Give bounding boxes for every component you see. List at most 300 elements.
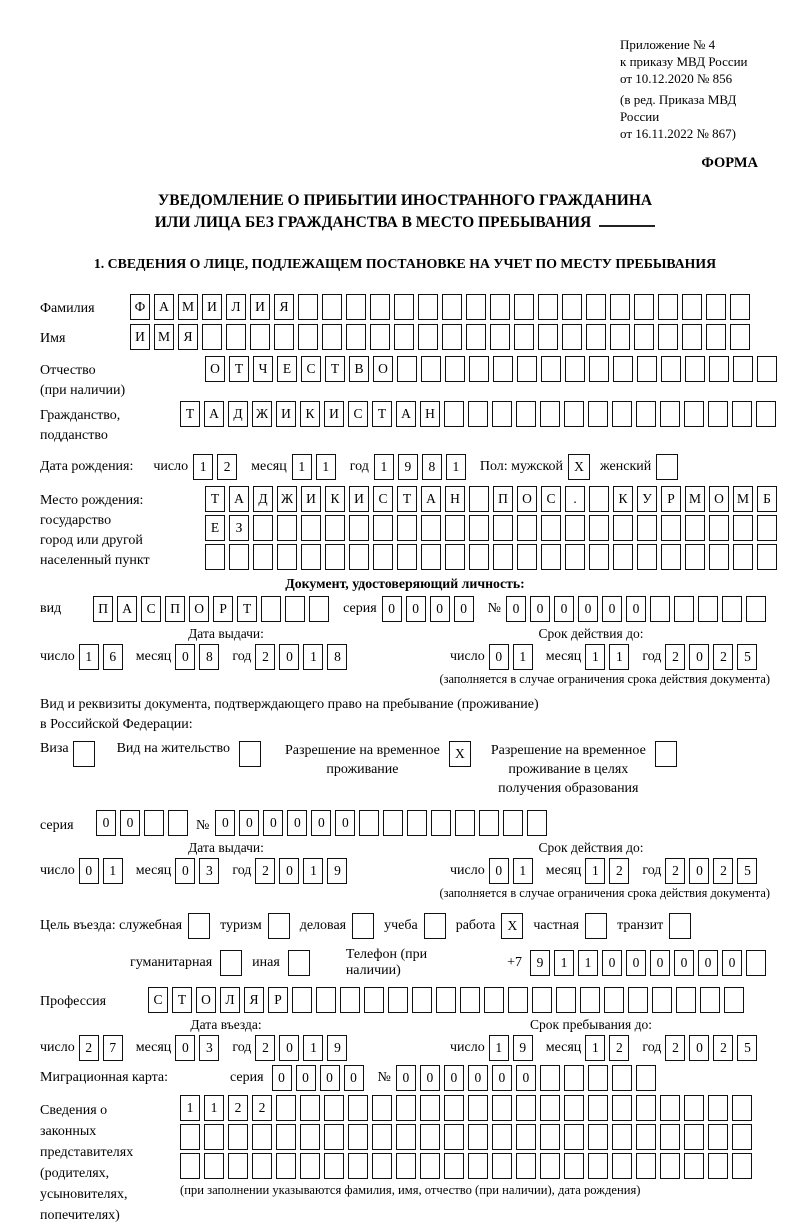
char-cell[interactable] [503,810,523,836]
char-cell[interactable] [661,544,681,570]
char-cell[interactable] [455,810,475,836]
char-cell[interactable] [394,324,414,350]
char-cell[interactable]: О [709,486,729,512]
char-cell[interactable]: 0 [420,1065,440,1091]
char-cell[interactable] [709,544,729,570]
char-cell[interactable] [396,1124,416,1150]
char-cell[interactable] [460,987,480,1013]
char-cell[interactable] [540,1095,560,1121]
char-cell[interactable]: 5 [737,1035,757,1061]
char-cell[interactable]: 0 [602,950,622,976]
char-cell[interactable] [372,1124,392,1150]
char-cell[interactable]: 0 [96,810,116,836]
char-cell[interactable]: И [349,486,369,512]
char-cell[interactable] [540,1065,560,1091]
char-cell[interactable] [527,810,547,836]
char-cell[interactable]: И [130,324,150,350]
char-cell[interactable] [732,1124,752,1150]
char-cell[interactable] [730,294,750,320]
char-cell[interactable] [674,596,694,622]
char-cell[interactable] [346,324,366,350]
char-cell[interactable]: 9 [327,1035,347,1061]
char-cell[interactable]: 2 [665,644,685,670]
char-cell[interactable]: 0 [506,596,526,622]
char-cell[interactable] [300,1095,320,1121]
char-cell[interactable]: 0 [530,596,550,622]
char-cell[interactable]: 0 [263,810,283,836]
char-cell[interactable]: 8 [199,644,219,670]
char-cell[interactable] [588,1095,608,1121]
char-cell[interactable]: И [250,294,270,320]
title-blank-line[interactable] [599,215,655,227]
char-cell[interactable]: 0 [296,1065,316,1091]
char-cell[interactable] [229,544,249,570]
char-cell[interactable] [636,401,656,427]
char-cell[interactable]: 0 [311,810,331,836]
char-cell[interactable] [316,987,336,1013]
char-cell[interactable]: 2 [665,858,685,884]
purpose-tourism-checkbox[interactable] [268,913,290,939]
char-cell[interactable]: 0 [489,644,509,670]
char-cell[interactable]: 1 [316,454,336,480]
char-cell[interactable] [324,1095,344,1121]
char-cell[interactable] [636,1065,656,1091]
char-cell[interactable] [412,987,432,1013]
char-cell[interactable] [396,1153,416,1179]
char-cell[interactable] [709,356,729,382]
char-cell[interactable]: Т [205,486,225,512]
char-cell[interactable] [684,1124,704,1150]
char-cell[interactable] [628,987,648,1013]
char-cell[interactable] [276,1153,296,1179]
char-cell[interactable]: У [637,486,657,512]
char-cell[interactable] [252,1153,272,1179]
char-cell[interactable] [468,1153,488,1179]
char-cell[interactable] [612,401,632,427]
char-cell[interactable] [359,810,379,836]
purpose-study-checkbox[interactable] [424,913,446,939]
char-cell[interactable] [684,1095,704,1121]
char-cell[interactable]: О [373,356,393,382]
char-cell[interactable] [637,544,657,570]
char-cell[interactable]: 0 [406,596,426,622]
char-cell[interactable] [370,324,390,350]
char-cell[interactable] [661,515,681,541]
char-cell[interactable] [202,324,222,350]
char-cell[interactable] [253,544,273,570]
char-cell[interactable] [516,401,536,427]
char-cell[interactable]: 0 [279,858,299,884]
char-cell[interactable] [732,1153,752,1179]
char-cell[interactable]: Ч [253,356,273,382]
char-cell[interactable]: 0 [689,644,709,670]
char-cell[interactable]: 2 [79,1035,99,1061]
char-cell[interactable]: 1 [554,950,574,976]
char-cell[interactable] [757,515,777,541]
char-cell[interactable]: О [196,987,216,1013]
char-cell[interactable]: Ж [277,486,297,512]
char-cell[interactable] [492,401,512,427]
char-cell[interactable]: С [301,356,321,382]
char-cell[interactable]: 0 [175,858,195,884]
char-cell[interactable]: 0 [344,1065,364,1091]
residence-permit-checkbox[interactable] [239,741,261,767]
char-cell[interactable] [757,356,777,382]
char-cell[interactable] [564,1095,584,1121]
char-cell[interactable] [340,987,360,1013]
char-cell[interactable] [493,515,513,541]
char-cell[interactable] [444,1153,464,1179]
char-cell[interactable] [144,810,164,836]
char-cell[interactable]: Т [180,401,200,427]
char-cell[interactable] [285,596,305,622]
char-cell[interactable]: 1 [446,454,466,480]
char-cell[interactable]: 2 [665,1035,685,1061]
char-cell[interactable] [532,987,552,1013]
char-cell[interactable] [612,1095,632,1121]
char-cell[interactable] [746,950,766,976]
char-cell[interactable] [756,401,776,427]
char-cell[interactable]: 0 [626,950,646,976]
char-cell[interactable] [562,294,582,320]
char-cell[interactable] [484,987,504,1013]
char-cell[interactable] [586,294,606,320]
char-cell[interactable] [588,1065,608,1091]
char-cell[interactable] [168,810,188,836]
char-cell[interactable]: Н [445,486,465,512]
char-cell[interactable]: А [396,401,416,427]
char-cell[interactable] [468,1095,488,1121]
purpose-private-checkbox[interactable] [585,913,607,939]
char-cell[interactable] [724,987,744,1013]
char-cell[interactable] [538,294,558,320]
char-cell[interactable]: 9 [398,454,418,480]
char-cell[interactable]: 1 [303,1035,323,1061]
char-cell[interactable] [325,544,345,570]
char-cell[interactable]: М [154,324,174,350]
char-cell[interactable] [277,544,297,570]
char-cell[interactable]: П [165,596,185,622]
char-cell[interactable]: 0 [698,950,718,976]
char-cell[interactable] [388,987,408,1013]
char-cell[interactable]: 0 [272,1065,292,1091]
char-cell[interactable]: М [733,486,753,512]
char-cell[interactable]: 1 [374,454,394,480]
char-cell[interactable] [348,1095,368,1121]
char-cell[interactable]: З [229,515,249,541]
purpose-transit-checkbox[interactable] [669,913,691,939]
char-cell[interactable]: 6 [103,644,123,670]
char-cell[interactable] [613,356,633,382]
char-cell[interactable]: С [141,596,161,622]
char-cell[interactable] [349,515,369,541]
char-cell[interactable] [732,1095,752,1121]
char-cell[interactable] [700,987,720,1013]
char-cell[interactable]: М [685,486,705,512]
char-cell[interactable] [685,356,705,382]
char-cell[interactable] [706,294,726,320]
char-cell[interactable] [348,1124,368,1150]
char-cell[interactable]: 1 [585,858,605,884]
char-cell[interactable] [180,1153,200,1179]
char-cell[interactable] [708,1095,728,1121]
char-cell[interactable]: О [517,486,537,512]
char-cell[interactable] [580,987,600,1013]
char-cell[interactable] [556,987,576,1013]
char-cell[interactable] [490,294,510,320]
char-cell[interactable] [634,324,654,350]
char-cell[interactable] [636,1095,656,1121]
char-cell[interactable] [276,1095,296,1121]
char-cell[interactable]: С [541,486,561,512]
char-cell[interactable] [733,515,753,541]
char-cell[interactable] [372,1153,392,1179]
char-cell[interactable]: 0 [489,858,509,884]
char-cell[interactable]: 8 [422,454,442,480]
char-cell[interactable]: А [204,401,224,427]
char-cell[interactable] [397,515,417,541]
char-cell[interactable]: 1 [578,950,598,976]
char-cell[interactable] [565,544,585,570]
char-cell[interactable]: 2 [713,858,733,884]
char-cell[interactable] [658,294,678,320]
char-cell[interactable]: 0 [650,950,670,976]
char-cell[interactable] [757,544,777,570]
char-cell[interactable]: В [349,356,369,382]
purpose-work-checkbox[interactable]: X [501,913,523,939]
char-cell[interactable] [490,324,510,350]
char-cell[interactable] [746,596,766,622]
char-cell[interactable] [612,1124,632,1150]
char-cell[interactable] [538,324,558,350]
char-cell[interactable] [732,401,752,427]
char-cell[interactable]: 1 [513,644,533,670]
char-cell[interactable] [517,544,537,570]
char-cell[interactable]: 1 [79,644,99,670]
char-cell[interactable] [469,544,489,570]
char-cell[interactable] [228,1124,248,1150]
char-cell[interactable] [228,1153,248,1179]
char-cell[interactable]: Р [213,596,233,622]
char-cell[interactable] [514,324,534,350]
char-cell[interactable]: 9 [530,950,550,976]
char-cell[interactable]: А [117,596,137,622]
char-cell[interactable] [588,1153,608,1179]
char-cell[interactable] [652,987,672,1013]
char-cell[interactable]: Т [172,987,192,1013]
char-cell[interactable] [466,324,486,350]
char-cell[interactable] [589,486,609,512]
char-cell[interactable] [445,544,465,570]
char-cell[interactable] [541,544,561,570]
char-cell[interactable] [420,1153,440,1179]
char-cell[interactable] [541,356,561,382]
char-cell[interactable] [469,486,489,512]
char-cell[interactable]: 0 [175,644,195,670]
char-cell[interactable] [420,1124,440,1150]
char-cell[interactable] [436,987,456,1013]
char-cell[interactable] [540,1124,560,1150]
char-cell[interactable]: 9 [513,1035,533,1061]
char-cell[interactable]: Р [661,486,681,512]
char-cell[interactable] [613,515,633,541]
char-cell[interactable]: 3 [199,858,219,884]
char-cell[interactable]: 0 [239,810,259,836]
char-cell[interactable] [204,1124,224,1150]
char-cell[interactable] [180,1124,200,1150]
char-cell[interactable] [349,544,369,570]
char-cell[interactable] [444,401,464,427]
char-cell[interactable] [250,324,270,350]
char-cell[interactable] [516,1124,536,1150]
char-cell[interactable]: П [493,486,513,512]
char-cell[interactable]: 5 [737,644,757,670]
char-cell[interactable] [588,401,608,427]
char-cell[interactable] [514,294,534,320]
char-cell[interactable]: 5 [737,858,757,884]
char-cell[interactable] [661,356,681,382]
char-cell[interactable]: Р [268,987,288,1013]
char-cell[interactable] [636,1124,656,1150]
char-cell[interactable]: 8 [327,644,347,670]
char-cell[interactable]: 0 [689,1035,709,1061]
char-cell[interactable] [709,515,729,541]
char-cell[interactable] [468,401,488,427]
char-cell[interactable] [541,515,561,541]
char-cell[interactable] [564,1124,584,1150]
purpose-other-checkbox[interactable] [288,950,310,976]
char-cell[interactable]: 2 [255,644,275,670]
char-cell[interactable]: Т [397,486,417,512]
char-cell[interactable]: 2 [609,858,629,884]
char-cell[interactable] [708,401,728,427]
char-cell[interactable] [325,515,345,541]
char-cell[interactable] [565,515,585,541]
char-cell[interactable]: Я [244,987,264,1013]
char-cell[interactable]: А [154,294,174,320]
char-cell[interactable] [421,515,441,541]
char-cell[interactable] [604,987,624,1013]
char-cell[interactable] [322,324,342,350]
char-cell[interactable]: 1 [513,858,533,884]
char-cell[interactable] [682,324,702,350]
purpose-official-checkbox[interactable] [188,913,210,939]
char-cell[interactable] [298,324,318,350]
purpose-business-checkbox[interactable] [352,913,374,939]
char-cell[interactable]: Л [226,294,246,320]
char-cell[interactable] [421,544,441,570]
char-cell[interactable] [660,1124,680,1150]
char-cell[interactable]: . [565,486,585,512]
char-cell[interactable]: И [276,401,296,427]
char-cell[interactable]: 0 [279,644,299,670]
char-cell[interactable] [492,1095,512,1121]
char-cell[interactable]: М [178,294,198,320]
char-cell[interactable] [564,1065,584,1091]
char-cell[interactable] [346,294,366,320]
char-cell[interactable] [493,544,513,570]
char-cell[interactable]: 0 [444,1065,464,1091]
char-cell[interactable]: Е [205,515,225,541]
char-cell[interactable]: А [229,486,249,512]
char-cell[interactable] [706,324,726,350]
char-cell[interactable] [469,515,489,541]
char-cell[interactable] [540,401,560,427]
char-cell[interactable]: Т [325,356,345,382]
char-cell[interactable] [370,294,390,320]
char-cell[interactable] [420,1095,440,1121]
char-cell[interactable]: 0 [554,596,574,622]
char-cell[interactable] [418,324,438,350]
char-cell[interactable]: 0 [175,1035,195,1061]
char-cell[interactable]: 2 [228,1095,248,1121]
temp-residence-edu-checkbox[interactable] [655,741,677,767]
char-cell[interactable] [685,544,705,570]
char-cell[interactable] [612,1153,632,1179]
char-cell[interactable]: 0 [287,810,307,836]
char-cell[interactable] [565,356,585,382]
char-cell[interactable] [466,294,486,320]
purpose-humanitarian-checkbox[interactable] [220,950,242,976]
char-cell[interactable]: 3 [199,1035,219,1061]
char-cell[interactable] [517,356,537,382]
char-cell[interactable]: 1 [609,644,629,670]
char-cell[interactable]: К [325,486,345,512]
char-cell[interactable] [324,1153,344,1179]
char-cell[interactable]: 1 [585,1035,605,1061]
char-cell[interactable]: И [324,401,344,427]
char-cell[interactable] [418,294,438,320]
char-cell[interactable]: И [202,294,222,320]
char-cell[interactable] [205,544,225,570]
char-cell[interactable] [396,1095,416,1121]
char-cell[interactable]: 0 [468,1065,488,1091]
char-cell[interactable] [383,810,403,836]
char-cell[interactable]: Е [277,356,297,382]
char-cell[interactable]: 9 [327,858,347,884]
char-cell[interactable] [301,544,321,570]
char-cell[interactable] [650,596,670,622]
char-cell[interactable] [253,515,273,541]
char-cell[interactable] [564,1153,584,1179]
char-cell[interactable] [445,515,465,541]
char-cell[interactable]: Т [229,356,249,382]
char-cell[interactable]: 0 [722,950,742,976]
char-cell[interactable] [274,324,294,350]
char-cell[interactable] [540,1153,560,1179]
char-cell[interactable] [479,810,499,836]
char-cell[interactable]: 1 [193,454,213,480]
char-cell[interactable] [562,324,582,350]
char-cell[interactable] [468,1124,488,1150]
char-cell[interactable] [660,1095,680,1121]
char-cell[interactable] [394,294,414,320]
char-cell[interactable] [636,1153,656,1179]
sex-female-checkbox[interactable] [656,454,678,480]
char-cell[interactable] [612,1065,632,1091]
char-cell[interactable]: 2 [713,1035,733,1061]
char-cell[interactable] [733,356,753,382]
char-cell[interactable]: 1 [292,454,312,480]
char-cell[interactable]: 0 [516,1065,536,1091]
char-cell[interactable]: 0 [689,858,709,884]
char-cell[interactable] [685,515,705,541]
char-cell[interactable] [708,1124,728,1150]
char-cell[interactable] [708,1153,728,1179]
char-cell[interactable]: Д [228,401,248,427]
char-cell[interactable] [610,324,630,350]
char-cell[interactable] [589,515,609,541]
